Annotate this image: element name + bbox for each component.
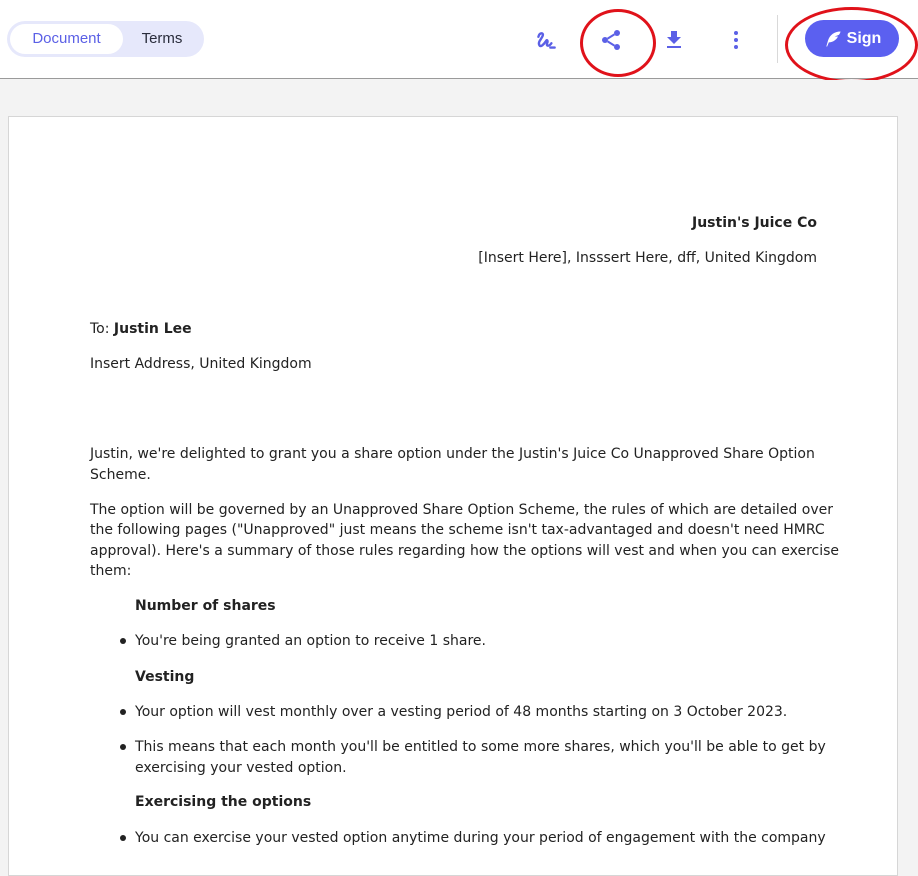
company-address: [Insert Here], Insssert Here, dff, United Kingdom — [478, 250, 817, 266]
tab-terms[interactable]: Terms — [141, 30, 183, 47]
bullet-dot — [120, 835, 126, 841]
download-icon — [662, 28, 686, 52]
download-button[interactable] — [658, 24, 690, 56]
vesting-bullet-2-line-2: exercising your vested option. — [135, 760, 347, 776]
exercising-bullet-1-text: You can exercise your vested option anytime during your period of engagement with the company — [135, 830, 826, 846]
more-vert-icon — [724, 28, 748, 52]
to-label: To: — [90, 321, 114, 337]
signature-button[interactable] — [530, 24, 562, 56]
document-page — [8, 116, 898, 876]
paragraph-2-line-1: The option will be governed by an Unapproved Share Option Scheme, the rules of which are detailed over — [90, 502, 833, 518]
company-name: Justin's Juice Co — [692, 215, 817, 231]
bullet-dot — [120, 744, 126, 750]
top-toolbar — [0, 0, 918, 79]
vesting-bullet-2-line-1: This means that each month you'll be entitled to some more shares, which you'll be able to get by — [135, 739, 826, 755]
more-options-button[interactable] — [720, 24, 752, 56]
bullet-dot — [120, 709, 126, 715]
recipient-address: Insert Address, United Kingdom — [90, 356, 312, 372]
view-toggle — [7, 21, 204, 57]
vesting-bullet-1-text: Your option will vest monthly over a vesting period of 48 months starting on 3 October 2023. — [135, 704, 788, 720]
document-viewer[interactable] — [0, 80, 918, 846]
paragraph-1-line-2: Scheme. — [90, 467, 151, 483]
section-heading-shares: Number of shares — [135, 598, 276, 614]
section-heading-exercising: Exercising the options — [135, 794, 312, 810]
share-button[interactable] — [595, 24, 627, 56]
signature-icon — [533, 27, 559, 53]
sign-button-label: Sign — [846, 29, 882, 47]
shares-bullet-text: You're being granted an option to receive 1 share. — [135, 633, 486, 649]
feather-icon — [823, 29, 843, 49]
paragraph-2-line-3: approval). Here's a summary of those rules regarding how the options will vest and when you can exercise — [90, 543, 840, 559]
toolbar-divider — [777, 15, 778, 63]
tab-document[interactable]: Document — [10, 24, 123, 54]
paragraph-2-line-2: the following pages ("Unapproved" just means the scheme isn't tax-advantaged and doesn't need HMRC — [90, 522, 825, 538]
section-heading-vesting: Vesting — [135, 669, 195, 685]
paragraph-2-line-4: them: — [90, 563, 132, 579]
bullet-dot — [120, 638, 126, 644]
sign-button[interactable] — [805, 20, 899, 57]
recipient-name: Justin Lee — [113, 321, 192, 337]
share-icon — [599, 28, 623, 52]
recipient-line — [90, 319, 192, 340]
paragraph-1-line-1: Justin, we're delighted to grant you a share option under the Justin's Juice Co Unapproved Share Option — [90, 446, 815, 462]
